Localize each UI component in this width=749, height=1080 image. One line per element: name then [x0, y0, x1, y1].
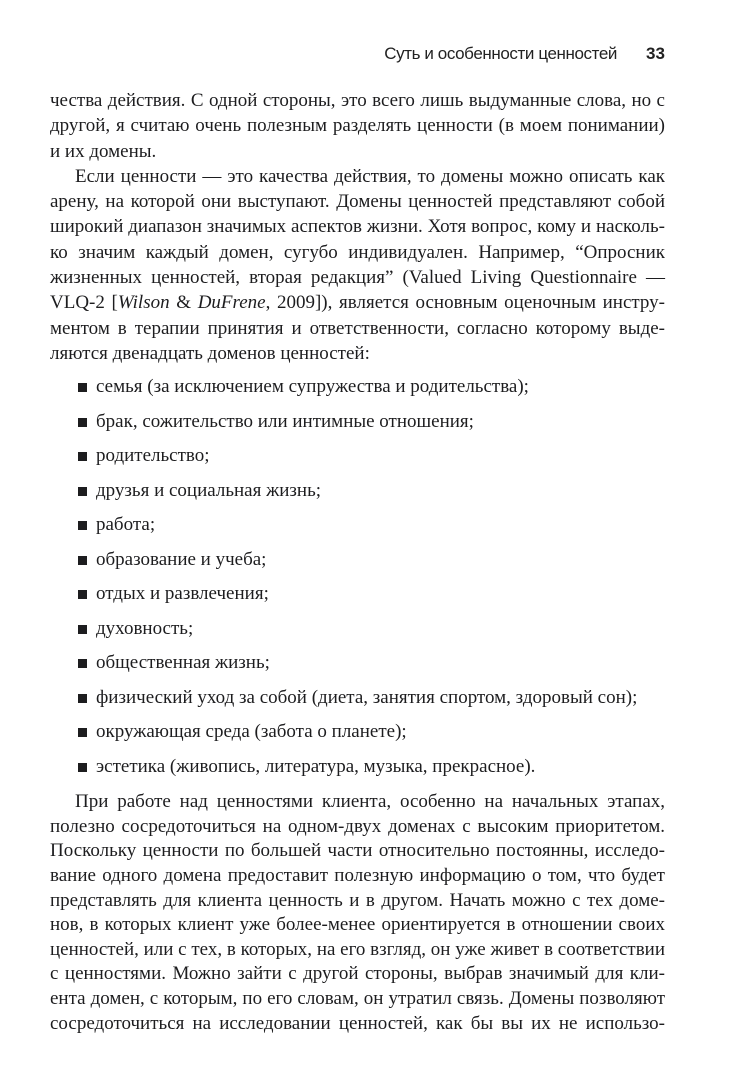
- domain-label: эстетика (живопись, литература, музыка, прекрасное).: [96, 755, 536, 777]
- square-bullet-icon: [78, 452, 87, 461]
- citation-post: , 2009]), является основным оценочным инстру-: [265, 292, 665, 314]
- citation-author1: Wilson: [117, 292, 170, 314]
- page-number: 33: [646, 44, 665, 63]
- domain-label: друзья и социальная жизнь;: [96, 479, 322, 501]
- square-bullet-icon: [78, 383, 87, 392]
- text-line: и их домены.: [50, 140, 157, 162]
- paragraph: [50, 164, 665, 366]
- square-bullet-icon: [78, 487, 87, 496]
- domain-list-item: [50, 405, 665, 440]
- square-bullet-icon: [78, 418, 87, 427]
- domain-label: физический уход за собой (диета, занятия спортом, здоровый сон);: [96, 686, 638, 708]
- domain-list-item: [50, 474, 665, 509]
- text-line: ко значим каждый домен, сугубо индивидуален. Например, “Опросник: [50, 241, 665, 263]
- text-line: арену, на которой они выступают. Домены ценностей представляют собой: [50, 191, 665, 213]
- square-bullet-icon: [78, 728, 87, 737]
- domain-list-item: [50, 370, 665, 405]
- domain-list-item: [50, 750, 665, 785]
- text-line: жизненных ценностей, вторая редакция” (Valued Living Questionnaire —: [50, 267, 665, 289]
- citation-pre: VLQ-2 [: [50, 292, 118, 314]
- text-line: ценностей, или с тех, в которых, на его взгляд, он уже живет в соответствии: [50, 938, 665, 960]
- domain-list-item: [50, 681, 665, 716]
- text-line: представлять для клиента ценность и в другом. Начать можно с тех доме-: [50, 889, 665, 911]
- square-bullet-icon: [78, 763, 87, 772]
- domain-list: [50, 370, 665, 784]
- text-line: ляются двенадцать доменов ценностей:: [50, 342, 370, 364]
- citation-amp: &: [169, 292, 198, 314]
- domain-label: отдых и развлечения;: [96, 583, 269, 605]
- square-bullet-icon: [78, 694, 87, 703]
- domain-label: брак, сожительство или интимные отношения;: [96, 410, 474, 432]
- text-line: ментом в терапии принятия и ответственности, согласно которому выде-: [50, 317, 665, 339]
- domain-list-item: [50, 577, 665, 612]
- domain-list-item: [50, 646, 665, 681]
- domain-label: общественная жизнь;: [96, 652, 270, 674]
- paragraph: [50, 88, 665, 164]
- text-line: чества действия. С одной стороны, это всего лишь выдуманные слова, но с: [50, 90, 665, 111]
- square-bullet-icon: [78, 659, 87, 668]
- citation-line: [50, 290, 665, 315]
- square-bullet-icon: [78, 521, 87, 530]
- domain-list-item: [50, 543, 665, 578]
- text-line: вание одного домена предоставит полезную информацию о том, что будет: [50, 865, 665, 887]
- square-bullet-icon: [78, 556, 87, 565]
- citation-author2: DuFrene: [197, 292, 266, 314]
- domain-list-item: [50, 612, 665, 647]
- paragraph: [50, 790, 665, 1036]
- text-line: нов, в которых клиент уже более-менее ориентируется в отношении своих: [50, 914, 665, 936]
- domain-label: духовность;: [96, 617, 194, 639]
- running-title: Суть и особенности ценностей: [384, 44, 617, 63]
- domain-label: родительство;: [96, 445, 210, 467]
- square-bullet-icon: [78, 590, 87, 599]
- text-line: другой, я считаю очень полезным разделять ценности (в моем понимании): [50, 115, 665, 137]
- domain-label: семья (за исключением супружества и родительства);: [96, 376, 529, 398]
- domain-label: окружающая среда (забота о планете);: [96, 721, 407, 743]
- text-line: с ценностями. Можно зайти с другой стороны, выбрав значимый для кли-: [50, 963, 665, 985]
- domain-list-item: [50, 439, 665, 474]
- text-line: Если ценности — это качества действия, то домены можно описать как: [75, 165, 665, 187]
- domain-label: работа;: [96, 514, 156, 536]
- text-line: широкий диапазон значимых аспектов жизни. Хотя вопрос, кому и насколь-: [50, 216, 665, 238]
- domain-list-item: [50, 508, 665, 543]
- domain-list-item: [50, 715, 665, 750]
- text-line: полезно сосредоточиться на одном-двух доменах с высоким приоритетом.: [50, 815, 665, 837]
- square-bullet-icon: [78, 625, 87, 634]
- domain-label: образование и учеба;: [96, 548, 267, 570]
- text-line: При работе над ценностями клиента, особенно на начальных этапах,: [75, 791, 665, 813]
- running-header: [0, 44, 749, 70]
- text-line: ента домен, с которым, по его словам, он утратил связь. Домены позволяют: [50, 988, 665, 1010]
- text-line: Поскольку ценности по большей части относительно постоянны, исследо-: [50, 840, 665, 862]
- text-line: сосредоточиться на исследовании ценностей, как бы вы их не использо-: [50, 1012, 665, 1034]
- page-body: [50, 88, 665, 1036]
